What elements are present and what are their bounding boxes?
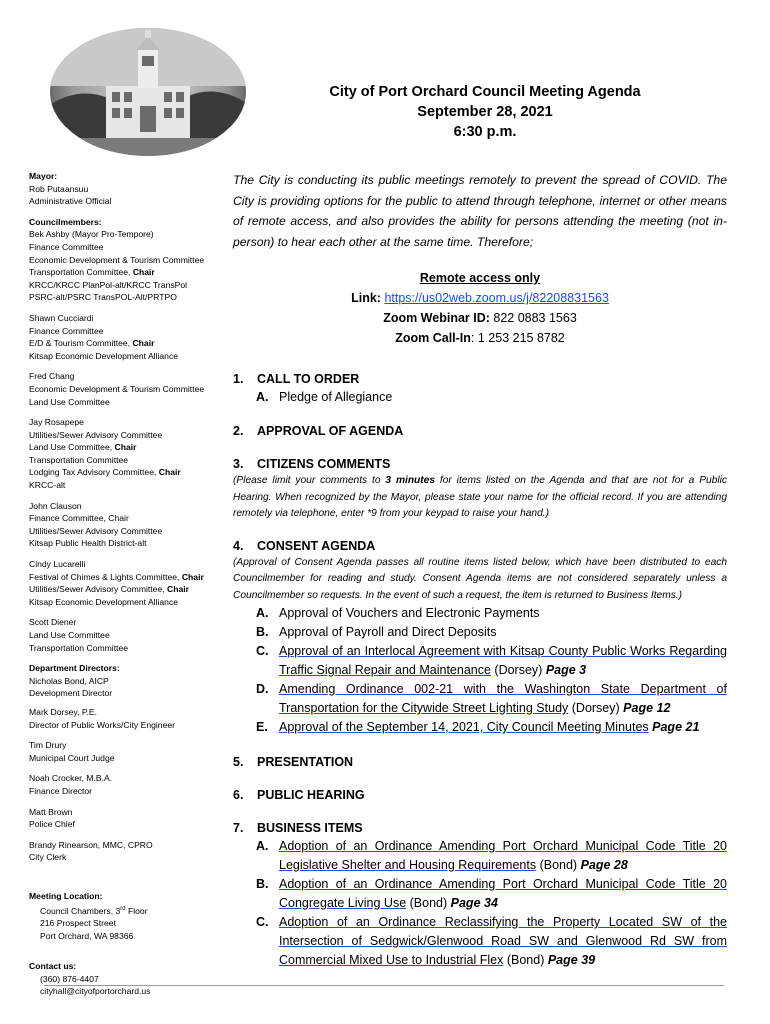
meeting-location-block (29, 890, 229, 942)
councilmember-block (29, 416, 229, 492)
agenda-item (233, 913, 727, 970)
member-line: Kitsap Public Health District-alt (29, 538, 147, 549)
location-city: Port Orchard, WA 98366 (40, 930, 134, 941)
director-block (29, 706, 229, 731)
contact-heading: Contact us: (29, 961, 77, 972)
section-call-to-order (233, 370, 727, 407)
section-number: 2. (233, 424, 244, 438)
item-letter: E. (256, 720, 268, 734)
item-link[interactable]: Approval of an Interlocal Agreement with Kitsap County Public Works Regarding Traffic Signal Repair and Maintenance (279, 644, 727, 677)
member-line: Transportation Committee (29, 642, 129, 653)
director-name: Tim Drury (29, 740, 67, 751)
webinar-id-label: Zoom Webinar ID: (383, 311, 494, 325)
director-block (29, 739, 229, 764)
zoom-link-label: Link: (351, 291, 385, 305)
director-title: Municipal Court Judge (29, 752, 115, 763)
agenda-title: City of Port Orchard Council Meeting Agenda (329, 84, 641, 100)
zoom-link-line (233, 288, 727, 308)
section-presentation (233, 753, 727, 771)
contact-block (29, 960, 229, 998)
agenda-item (233, 718, 727, 737)
member-line-text: Land Use Committee, (29, 442, 115, 453)
director-title: City Clerk (29, 852, 67, 863)
item-text: Approval of Payroll and Direct Deposits (279, 625, 497, 639)
director-name: Nicholas Bond, AICP (29, 675, 109, 686)
member-line: Fred Chang (29, 371, 75, 382)
agenda-item (233, 388, 727, 407)
item-presenter: (Bond) (503, 953, 548, 967)
item-letter: A. (256, 390, 269, 404)
member-line: Cindy Lucarelli (29, 559, 86, 570)
member-line: Kitsap Economic Development Alliance (29, 350, 179, 361)
item-presenter: (Bond) (406, 896, 451, 910)
location-ordinal: rd (120, 905, 126, 912)
director-title: Director of Public Works/City Engineer (29, 719, 175, 730)
agenda-item (233, 875, 727, 913)
member-line (29, 571, 229, 584)
callin-number: : 1 253 215 8782 (470, 331, 565, 345)
member-line: Finance Committee (29, 325, 104, 336)
item-text: Approval of Vouchers and Electronic Payments (279, 606, 540, 620)
agenda-item (233, 642, 727, 680)
section-title: APPROVAL OF AGENDA (257, 424, 404, 438)
section-consent-agenda (233, 537, 727, 738)
contact-phone: (360) 876-4407 (40, 973, 99, 984)
agenda-time: 6:30 p.m. (453, 124, 517, 140)
member-line: John Clauson (29, 500, 82, 511)
mayor-title: Administrative Official (29, 196, 112, 207)
member-line: Utilities/Sewer Advisory Committee (29, 525, 163, 536)
chair-label: Chair (132, 267, 155, 278)
member-line: Kitsap Economic Development Alliance (29, 596, 179, 607)
member-line (29, 266, 229, 279)
member-line: Finance Committee (29, 241, 104, 252)
section-heading (233, 455, 727, 473)
directors-block (29, 662, 229, 700)
member-line-text: Transportation Committee, (29, 267, 133, 278)
item-letter: C. (256, 644, 269, 658)
item-presenter: (Dorsey) (568, 701, 624, 715)
contact-email: cityhall@cityofportorchard.us (40, 986, 151, 997)
location-room: Council Chambers, 3 (40, 905, 121, 916)
section-title: CITIZENS COMMENTS (257, 457, 391, 471)
councilmember-block (29, 500, 229, 550)
item-link[interactable]: Adoption of an Ordinance Reclassifying the Property Located SW of the Intersection of Sedgwick/Glenwood Road SW and Glenwood Rd SW from Commercial Mixed Use to Industrial Flex (279, 915, 727, 967)
member-line: Shawn Cucciardi (29, 312, 94, 323)
director-name: Mark Dorsey, P.E. (29, 706, 97, 717)
section-title: CALL TO ORDER (257, 372, 360, 386)
member-line-text: E/D & Tourism Committee, (29, 338, 133, 349)
item-page: Page 21 (652, 720, 700, 734)
section-public-hearing (233, 786, 727, 804)
webinar-id: 822 0883 1563 (493, 311, 577, 325)
agenda-header (270, 82, 700, 142)
item-page: Page 34 (450, 896, 498, 910)
section-number: 4. (233, 538, 244, 553)
item-presenter: (Dorsey) (490, 663, 546, 677)
director-block (29, 806, 229, 831)
chair-label: Chair (114, 442, 137, 453)
member-line: Jay Rosapepe (29, 417, 84, 428)
section-heading (233, 537, 727, 555)
note-text: (Please limit your comments to (233, 475, 386, 486)
item-letter: D. (256, 682, 269, 696)
item-text: Pledge of Allegiance (279, 390, 393, 404)
member-line (29, 583, 229, 596)
item-link[interactable]: Approval of the September 14, 2021, City Council Meeting Minutes (279, 720, 649, 734)
section-number: 5. (233, 755, 244, 769)
remote-access-block (233, 268, 727, 348)
director-block (29, 839, 229, 864)
consent-agenda-note: (Approval of Consent Agenda passes all routine items listed below, which have been distributed to each Councilmember for reading and study. Consent Agenda items are not considered separately unless a Councilmember so requests. In the event of such a request, the item is returned to Business Items.) (233, 556, 727, 601)
member-line: Utilities/Sewer Advisory Committee (29, 429, 163, 440)
remote-access-title: Remote access only (419, 271, 541, 285)
zoom-link[interactable]: https://us02web.zoom.us/j/82208831563 (384, 291, 609, 305)
note-text: for items listed on the Agenda and that are not for a Public Hearing. When recognized by the Mayor, please state your name for the official record. If you are attending remotely via telephone, enter *9 from your keypad to raise your hand.) (233, 475, 727, 519)
member-line: KRCC/KRCC PlanPol-alt/KRCC TransPol (29, 279, 188, 290)
director-name: Matt Brown (29, 806, 73, 817)
mayor-heading: Mayor: (29, 171, 58, 181)
member-line: PSRC-alt/PSRC TransPOL-Alt/PRTPO (29, 292, 177, 303)
chair-label: Chair (158, 467, 181, 478)
councilmember-block (29, 558, 229, 608)
note-emphasis: 3 minutes (385, 475, 436, 486)
chair-label: Chair (181, 571, 204, 582)
member-line: Economic Development & Tourism Committee (29, 254, 205, 265)
section-title: CONSENT AGENDA (257, 538, 376, 553)
section-business-items (233, 819, 727, 970)
chair-label: Chair (167, 584, 189, 595)
directors-heading: Department Directors: (29, 663, 120, 674)
item-page: Page 3 (545, 663, 587, 677)
member-line: Finance Committee, Chair (29, 513, 129, 524)
member-line: Transportation Committee (29, 454, 129, 465)
member-line: Bek Ashby (Mayor Pro-Tempore) (29, 229, 154, 240)
item-presenter: (Bond) (536, 858, 581, 872)
item-letter: C. (256, 915, 269, 929)
item-page: Page 39 (547, 953, 596, 967)
item-link[interactable]: Adoption of an Ordinance Amending Port Orchard Municipal Code Title 20 Legislative Shelter and Housing Requirements (279, 839, 727, 872)
webinar-id-line (233, 308, 727, 328)
callin-line (233, 328, 727, 348)
item-letter: A. (256, 606, 269, 620)
city-hall-logo-image (48, 26, 248, 158)
item-letter: B. (256, 877, 269, 891)
councilmember-block (29, 616, 229, 654)
councilmembers-heading: Councilmembers: (29, 216, 102, 227)
section-number: 7. (233, 821, 244, 835)
agenda-item (233, 680, 727, 718)
member-line (29, 466, 229, 479)
member-line: Economic Development & Tourism Committee (29, 383, 205, 394)
item-page: Page 28 (580, 858, 628, 872)
meeting-location-heading: Meeting Location: (29, 890, 103, 901)
section-number: 1. (233, 372, 244, 386)
agenda-main (233, 170, 727, 970)
mayor-block (29, 170, 229, 208)
member-line (29, 441, 229, 454)
mayor-name: Rob Putaansuu (29, 183, 89, 194)
footer-divider (44, 985, 724, 986)
agenda-item (233, 837, 727, 875)
councilmember-block (29, 370, 229, 408)
member-line-text: Festival of Chimes & Lights Committee, (29, 571, 182, 582)
item-link[interactable]: Amending Ordinance 002-21 with the Washington State Department of Transportation for the Citywide Street Lighting Study (279, 682, 727, 715)
member-line (29, 337, 229, 350)
director-title: Police Chief (29, 819, 75, 830)
section-title: PRESENTATION (257, 755, 354, 769)
item-link[interactable]: Adoption of an Ordinance Amending Port Orchard Municipal Code Title 20 Congregate Living Use (279, 877, 727, 910)
section-number: 3. (233, 457, 244, 471)
member-line: KRCC-alt (29, 480, 66, 491)
section-approval-of-agenda (233, 422, 727, 440)
director-title: Development Director (29, 688, 113, 699)
member-line-text: Lodging Tax Advisory Committee, (29, 467, 159, 478)
director-block (29, 772, 229, 797)
location-line (29, 903, 229, 917)
member-line: Scott Diener (29, 617, 77, 628)
item-page: Page 12 (623, 701, 671, 715)
section-citizens-comments (233, 455, 727, 523)
callin-label: Zoom Call-In (395, 331, 471, 345)
item-letter: B. (256, 625, 269, 639)
councilmember-block (29, 216, 229, 304)
member-line-text: Utilities/Sewer Advisory Committee, (29, 584, 168, 595)
item-letter: A. (256, 839, 269, 853)
agenda-item (233, 623, 727, 642)
agenda-item (233, 604, 727, 623)
member-line: Land Use Committee (29, 396, 110, 407)
intro-paragraph: The City is conducting its public meetings remotely to prevent the spread of COVID. The City is providing options for the public to attend through telephone, internet or other means of remote access, and also provides the ability for persons attending the meeting (not in-person) to hear each other at the same time. Therefore; (233, 173, 727, 249)
director-title: Finance Director (29, 785, 93, 796)
agenda-date: September 28, 2021 (417, 104, 553, 120)
council-sidebar (29, 170, 229, 1006)
chair-label: Chair (132, 338, 155, 349)
director-name: Noah Crocker, M.B.A. (29, 773, 113, 784)
councilmember-block (29, 312, 229, 362)
director-name: Brandy Rinearson, MMC, CPRO (29, 839, 153, 850)
member-line: Land Use Committee (29, 630, 110, 640)
section-heading (233, 370, 727, 388)
section-heading (233, 819, 727, 837)
section-title: PUBLIC HEARING (257, 788, 365, 802)
location-floor: Floor (125, 905, 148, 916)
citizens-comments-note (233, 473, 727, 523)
section-title: BUSINESS ITEMS (257, 821, 363, 835)
location-street: 216 Prospect Street (40, 917, 116, 928)
section-number: 6. (233, 788, 244, 802)
